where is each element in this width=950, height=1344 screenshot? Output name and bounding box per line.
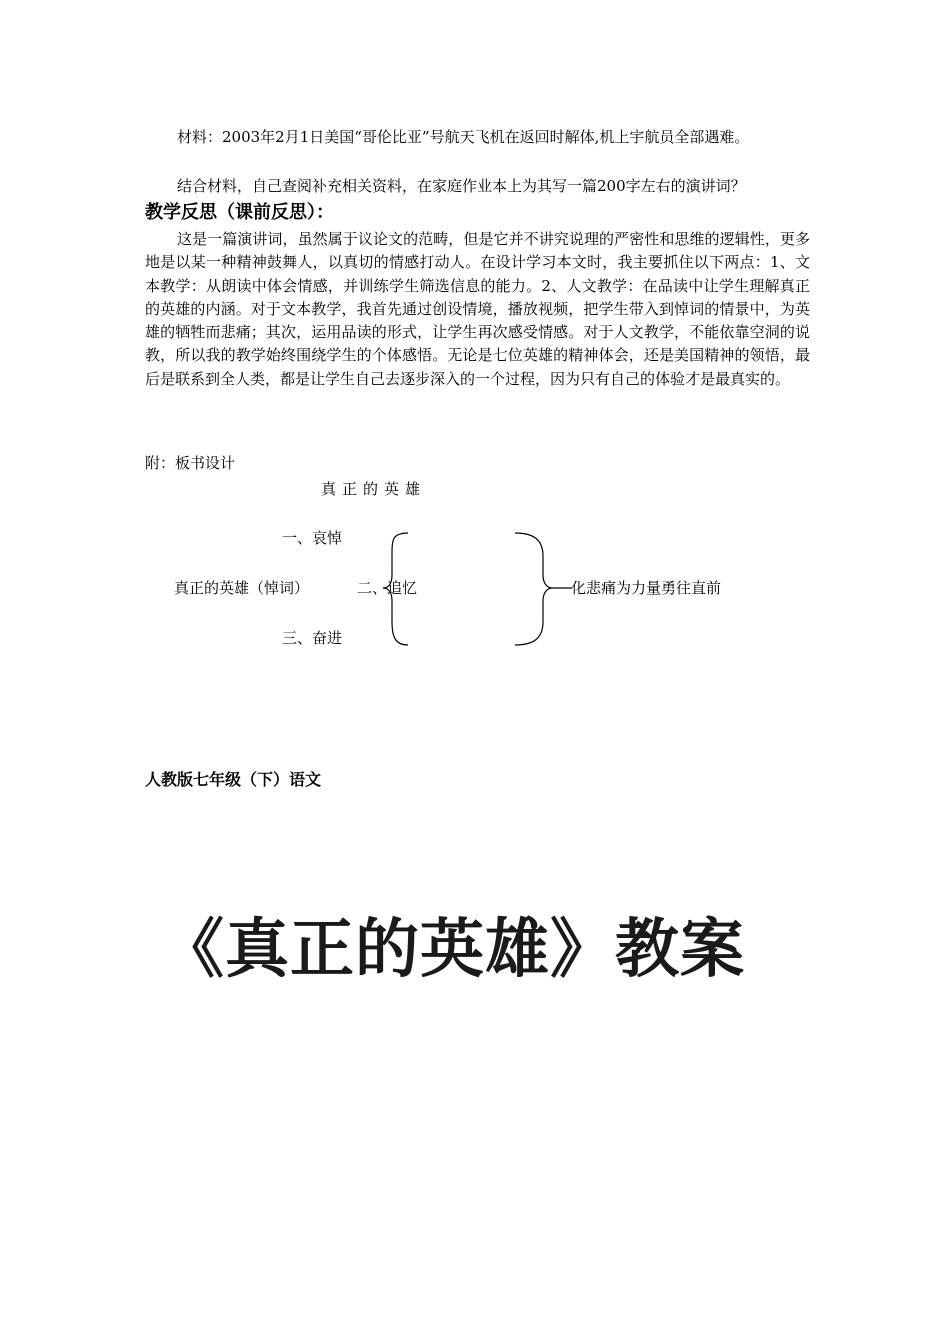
board-title: 真正的英雄 bbox=[321, 480, 427, 498]
document-title: 《真正的英雄》教案 bbox=[160, 913, 745, 987]
board-left-label: 真正的英雄（悼词） bbox=[174, 579, 310, 597]
board-design-label: 附：板书设计 bbox=[145, 454, 236, 472]
board-item-advance: 三、奋进 bbox=[282, 629, 343, 647]
board-conclusion: 化悲痛为力量勇往直前 bbox=[571, 579, 722, 597]
right-brace bbox=[515, 533, 572, 645]
reflection-body: 这是一篇演讲词，虽然属于议论文的范畴，但是它并不讲究说理的严密性和思维的逻辑性，更多地是以某一种精神鼓舞人，以真切的情感打动人。在设计学习本文时，我主要抓住以下两点：1、文本教学：从朗读中体会情感，并训练学生筛选信息的能力。2、人文教学：在品读中让学生理解真正的英雄的内涵。对于文本教学，我首先通过创设情境，播放视频，把学生带入到悼词的情景中，为英雄的牺牲而悲痛；其次，运用品读的形式，让学生再次感受情感。对于人文教学，不能依靠空洞的说教，所以我的教学始终围绕学生的个体感悟。无论是七位英雄的精神体会，还是美国精神的领悟，最后是联系到全人类，都是让学生自己去逐步深入的一个过程，因为只有自己的体验才是最真实的。 bbox=[145, 230, 810, 388]
grade-label: 人教版七年级（下）语文 bbox=[145, 770, 322, 789]
assignment-paragraph: 结合材料，自己查阅补充相关资料，在家庭作业本上为其写一篇200字左右的演讲词？ bbox=[177, 177, 746, 195]
reflection-heading: 教学反思（课前反思）： bbox=[145, 202, 334, 223]
material-paragraph: 材料：2003年2月1日美国“哥伦比亚”号航天飞机在返回时解体,机上宇航员全部遇难。 bbox=[177, 128, 750, 146]
board-item-recall: 二、追忆 bbox=[357, 579, 418, 597]
board-item-mourn: 一、哀悼 bbox=[282, 529, 343, 547]
left-brace bbox=[383, 533, 408, 645]
